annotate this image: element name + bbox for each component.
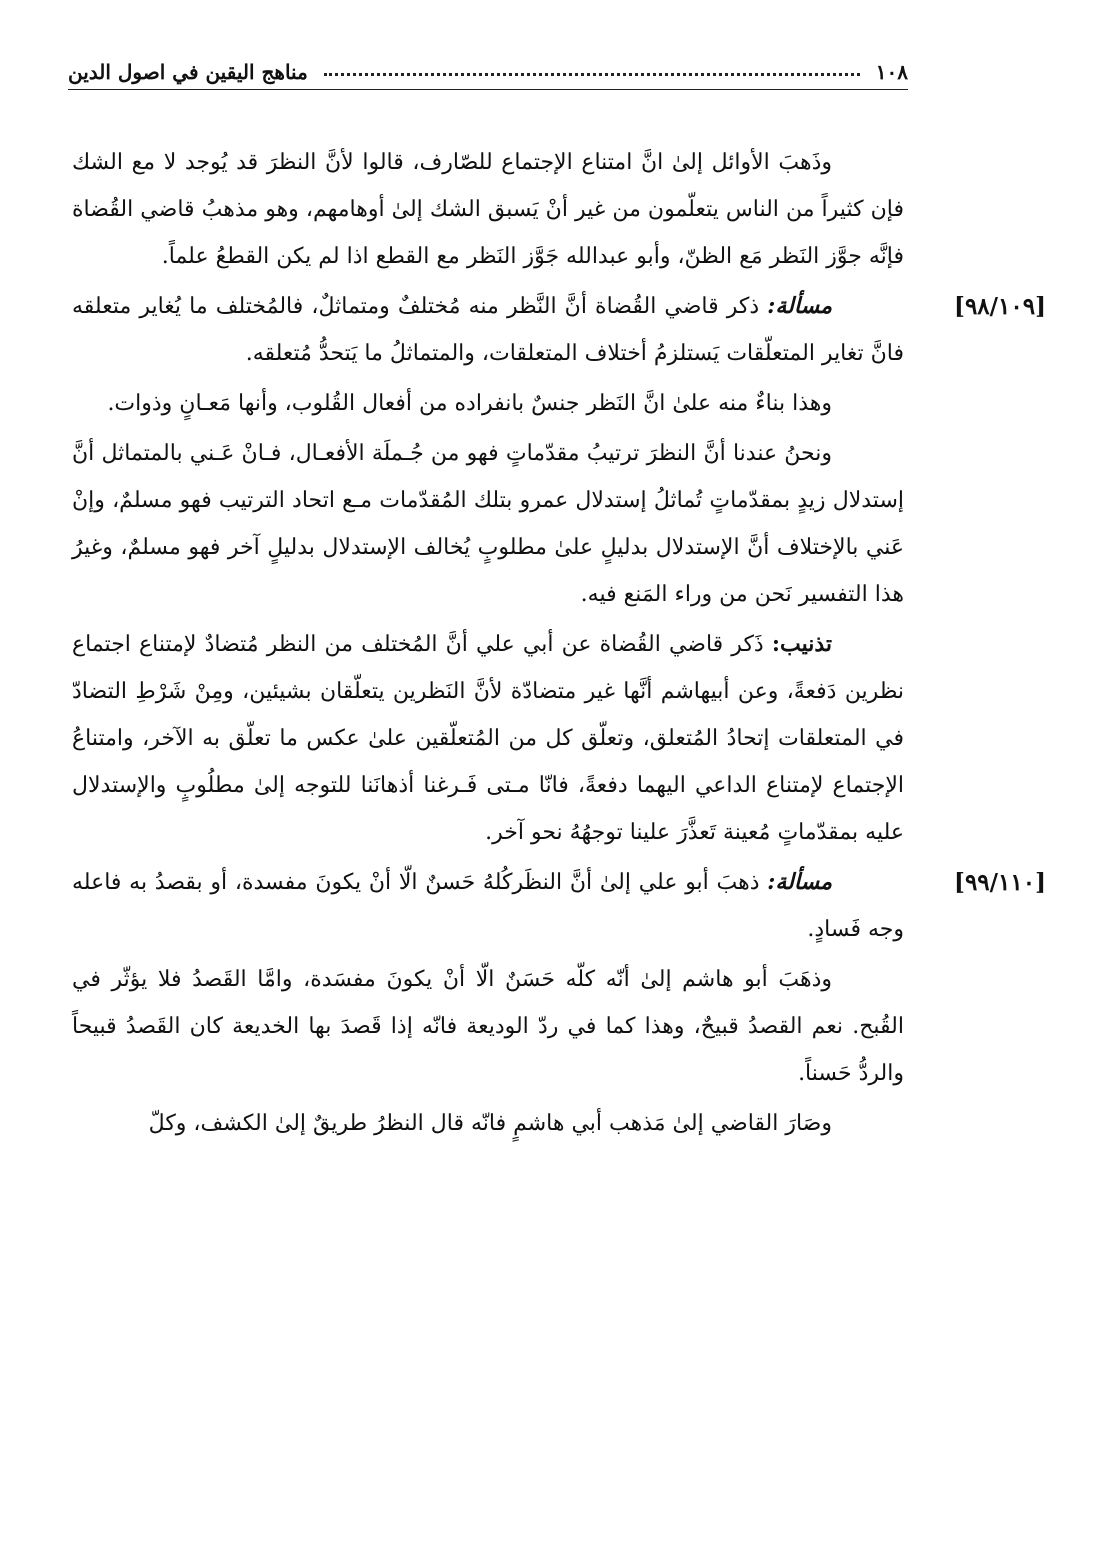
tadhnib-label: تذنيب: xyxy=(771,631,832,657)
ref-number: ٩٩/١١٠ xyxy=(964,869,1036,896)
paragraph-qadi: وصَارَ القاضي إلىٰ مَذهب أبي هاشمٍ فانّه قال النظرُ طريقٌ إلىٰ الكشف، وكلّ xyxy=(148,1111,832,1136)
paragraph-abu-hashim: وذهَبَ أبو هاشم إلىٰ أنّه كلّه حَسَنٌ الّا أنْ يكونَ مفسَدة، وامَّا القَصدُ فلا يؤثّر في القُبح. نعم القصدُ قبيحٌ، وهذا كما في ردّ الوديعة فانّه إذا قَصدَ بها الخديعة كان القَصدُ قبيحاً والردُّ حَسناً. xyxy=(72,967,904,1086)
running-title: مناهج اليقين في اصول الدين xyxy=(68,60,308,84)
ref-close-bracket: ] xyxy=(1035,293,1046,320)
masala-block-1 xyxy=(72,283,1046,377)
margin-reference-1 xyxy=(954,283,1046,330)
paragraph-tadhnib xyxy=(72,621,904,856)
masala-text: ذهبَ أبو علي إلىٰ أنَّ النظَركُلهُ حَسنٌ الّا أنْ يكونَ مفسدة، أو بقصدُ به فاعله وجه فَسادٍ. xyxy=(72,870,904,942)
masala-block-2 xyxy=(72,859,1046,953)
masala-label: مسألة: xyxy=(767,869,832,895)
ref-number: ٩٨/١٠٩ xyxy=(964,293,1036,320)
margin-reference-2 xyxy=(954,859,1046,906)
paragraph-nahnu: ونحنُ عندنا أنَّ النظرَ ترتيبُ مقدّماتٍ فهو من جُـملَة الأفعـال، فـانْ عَـني بالمتماثل أنَّ إستدلال زيدٍ بمقدّماتٍ تُماثلُ إستدلال عمرو بتلك المُقدّمات مـع اتحاد الترتيب فهو مسلمٌ، وإنْ عَني بالإختلاف أنَّ الإستدلال بدليلٍ علىٰ مطلوبٍ يُخالف الإستدلال بدليلٍ آخر فهو مسلمٌ، وغيرُ هذا التفسير نَحن من وراء المَنع فيه. xyxy=(72,441,904,607)
header-rule xyxy=(68,89,908,90)
ref-close-bracket: ] xyxy=(1035,869,1046,896)
paragraph-awail: وذَهبَ الأوائل إلىٰ انَّ امتناع الإجتماع للصّارف، قالوا لأنَّ النظرَ قد يُوجد لا مع الشك فإن كثيراً من الناس يتعلّمون من غير أنْ يَسبق الشك إلىٰ أوهامهم، وهو مذهبُ قاضي القُضاة فإنَّه جوَّز النَظر مَع الظنّ، وأبو عبدالله جَوَّز النَظر مع القطع اذا لم يكن القطعُ علماً. xyxy=(72,150,904,269)
paragraph-bina: وهذا بناءٌ منه علىٰ انَّ النَظر جنسٌ بانفراده من أفعال القُلوب، وأنها مَعـانٍ وذوات. xyxy=(107,391,832,416)
ref-open-bracket: [ xyxy=(954,869,965,896)
ref-open-bracket: [ xyxy=(954,293,965,320)
tadhnib-text: ذَكر قاضي القُضاة عن أبي علي أنَّ المُختلف من النظر مُتضادٌ لإمتناع اجتماع نظرين دَفعةً، وعن أبيهاشم أنَّها غير متضادّة لأنَّ النَظرين يتعلّقان بشيئين، ومِنْ شَرْطِ التضادّ في المتعلقات إتحادُ المُتعلق، وتعلّق كل من المُتعلّقين علىٰ عكس ما تعلّق به الآخر، وامتناعُ الإجتماع لإمتناع الداعي اليهما دفعةً، فانّا مـتى فَـرغنا أذهانَنا للتوجه إلىٰ مطلُوبٍ والإستدلال عليه بمقدّماتٍ مُعينة تَعذَّرَ علينا توجهُهُ نحو آخر. xyxy=(72,632,904,845)
paragraph-masala-1 xyxy=(72,283,904,377)
page-number: ١٠٨ xyxy=(875,60,908,84)
masala-label: مسألة: xyxy=(767,293,832,319)
paragraph-masala-2 xyxy=(72,859,904,953)
header-leader-dots xyxy=(324,72,860,76)
main-text xyxy=(72,139,1046,1150)
masala-text: ذكر قاضي القُضاة أنَّ النَّظر منه مُختلفٌ ومتماثلٌ، فالمُختلف ما يُغاير متعلقه فانَّ تغاير المتعلّقات يَستلزمُ أختلاف المتعلقات، والمتماثلُ ما يَتحدُّ مُتعلقه. xyxy=(72,294,904,366)
page-header xyxy=(68,36,908,84)
